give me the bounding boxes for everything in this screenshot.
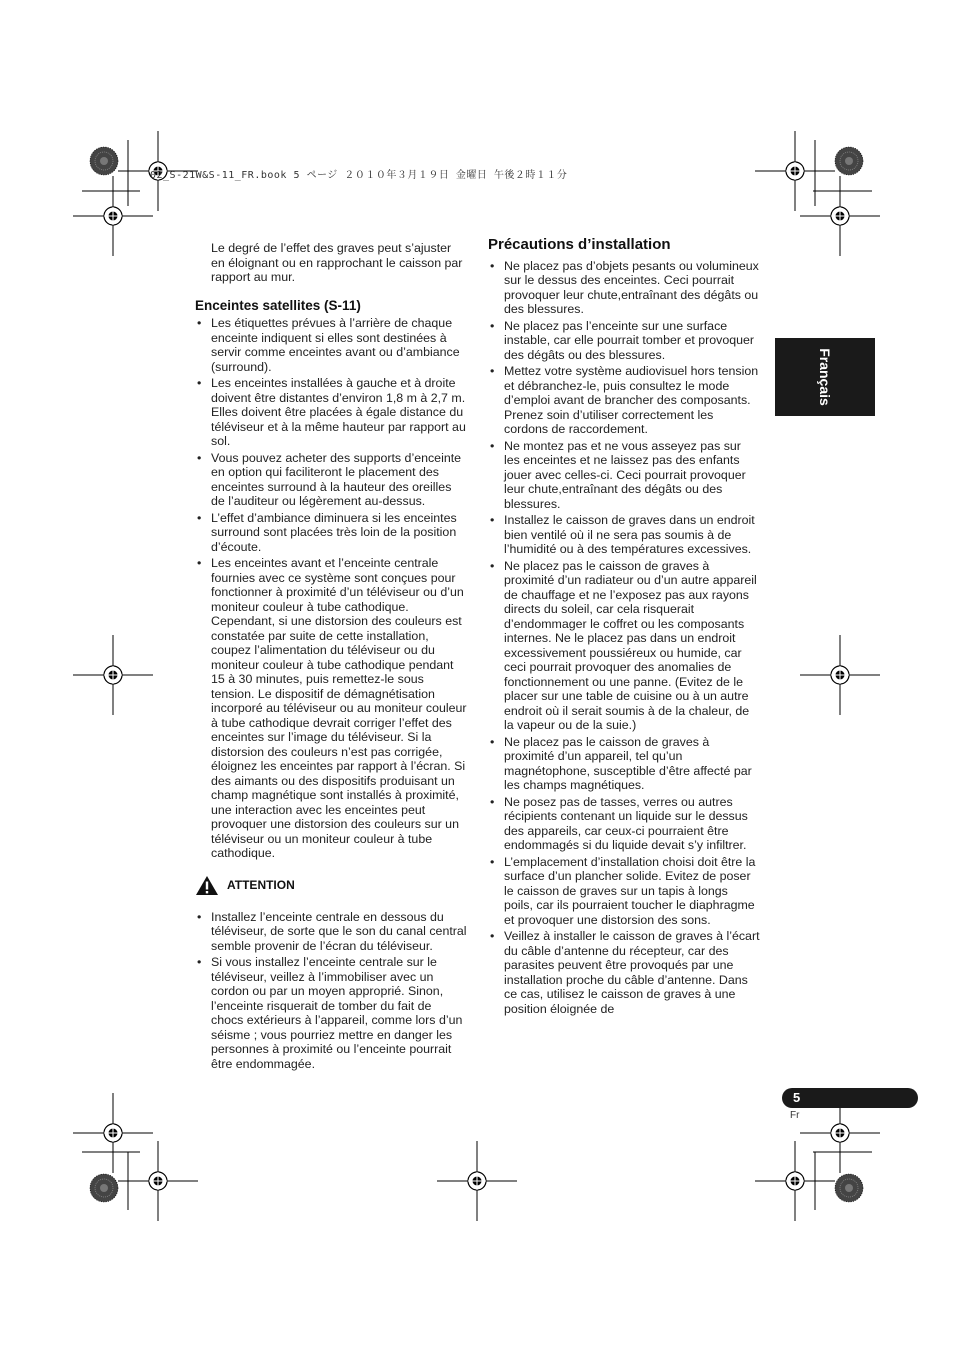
list-item: • Les enceintes installées à gauche et à droite doivent être distantes d’environ 1,8 m à 2,7 m. Elles doivent être placées à égale distance du téléviseur et à la même hauteur par rapport au sol.: [195, 376, 467, 449]
satellites-heading: Enceintes satellites (S-11): [195, 297, 361, 313]
list-item: • Ne posez pas de tasses, verres ou autres récipients contenant un liquide sur le dessus des appareils, car ceux-ci pourraient être endommagés si du liquide devait s’y infiltrer.: [488, 795, 760, 853]
list-item: • Ne montez pas et ne vous asseyez pas sur les enceintes et ne laissez pas des enfants jouer avec celles-ci. Ceci pourrait provoquer leur chute,entraînant des dégâts ou des blessures.: [488, 439, 760, 512]
list-item: • Installez l’enceinte centrale en dessous du téléviseur, de sorte que le son du canal central semble provenir de l’écran du téléviseur.: [195, 910, 467, 954]
list-item: • Ne placez pas d’objets pesants ou volumineux sur le dessus des enceintes. Ceci pourrait provoquer leur chute,entraînant des dégâts ou des blessures.: [488, 259, 760, 317]
attention-list: [195, 910, 467, 1072]
list-item: • Veillez à installer le caisson de graves à l’écart du câble d’antenne du récepteur, car des parasites peuvent être provoqués par une installation proche du câble d’antenne. Dans ce cas, utilisez le caisson de graves à une position éloignée de: [488, 929, 760, 1016]
warning-triangle-icon: [195, 875, 219, 896]
list-item: • Vous pouvez acheter des supports d’enceinte en option qui faciliteront le placement des enceintes surround à la hauteur des oreilles de l’auditeur ou légèrement au-dessus.: [195, 451, 467, 509]
list-item: • L’emplacement d’installation choisi doit être la surface d’un plancher solide. Evitez de poser le caisson de graves sur un tapis à longs poils, car ils pourraient toucher le diaphragme et provoquer une distorsion des sons.: [488, 855, 760, 928]
attention-label: ATTENTION: [227, 877, 295, 892]
attention-block: [195, 875, 467, 896]
left-column: [195, 241, 467, 1073]
satellites-list: [195, 316, 467, 861]
page-language-code: Fr: [790, 1110, 800, 1121]
precautions-list: [488, 259, 760, 1017]
file-header-line: 02_S-21W&S-11_FR.book 5 ページ ２０１０年３月１９日 金曜日 午後２時１１分: [150, 170, 568, 181]
right-column: [488, 238, 760, 1018]
language-side-tab: [775, 338, 875, 416]
list-item: • Ne placez pas le caisson de graves à proximité d’un radiateur ou d’un autre appareil de chauffage et ne l’exposez pas aux rayons directs du soleil, car cela risquerait d’endommager le coffret ou les composants internes. Ne le placez pas dans un endroit excessivement poussiéreux ou humide, car ceci pourrait provoquer des anomalies de fonctionnement ou une panne. (Evitez de le placer sur une table de cuisine ou à un autre endroit où il serait soumis à de la chaleur, de la vapeur ou de la suie.): [488, 559, 760, 733]
list-item: • Installez le caisson de graves dans un endroit bien ventilé où il ne sera pas soumis à de l’humidité ou à des températures excessives.: [488, 513, 760, 557]
list-item: • Mettez votre système audiovisuel hors tension et débranchez-le, puis consultez le mode d’emploi avant de brancher des composants. Prenez soin d’utiliser correctement les cordons de raccordement.: [488, 364, 760, 437]
list-item: • L’effet d’ambiance diminuera si les enceintes surround sont placées très loin de la position d’écoute.: [195, 511, 467, 555]
list-item: • Ne placez pas l’enceinte sur une surface instable, car elle pourrait tomber et provoquer des dégâts ou des blessures.: [488, 319, 760, 363]
page-number-badge: [782, 1088, 918, 1108]
list-item: • Les enceintes avant et l’enceinte centrale fournies avec ce système sont conçues pour fonctionner à proximité d’un téléviseur ou d’un moniteur couleur à tube cathodique. Cependant, si une distorsion des couleurs est constatée par suite de cette installation, coupez l’alimentation du téléviseur ou du moniteur couleur à tube cathodique pendant 15 à 30 minutes, puis remettez-le sous tension. Le dispositif de démagnétisation incorporé au téléviseur ou au moniteur couleur à tube cathodique devrait corriger l’effet des enceintes sur l’image du téléviseur. Si la distorsion des couleurs n’est pas corrigée, éloignez les enceintes par rapport à l’écran. Si des aimants ou des dispositifs produisant un champ magnétique sont installés à proximité, une interaction avec les enceintes peut provoquer une distorsion des couleurs sur un téléviseur ou un moniteur couleur à tube cathodique.: [195, 556, 467, 861]
page-number: 5: [793, 1090, 801, 1105]
list-item: • Les étiquettes prévues à l’arrière de chaque enceinte indiquent si elles sont destinées à servir comme enceintes avant ou d’ambiance (surround).: [195, 316, 467, 374]
list-item: • Si vous installez l’enceinte centrale sur le téléviseur, veillez à l’immobiliser avec un cordon ou par un moyen approprié. Sinon, l’enceinte risquerait de tomber du fait de chocs extérieurs à l’appareil, comme lors d’un séisme ; vous pourriez mettre en danger les personnes à proximité ou l’enceinte pourrait être endommagée.: [195, 955, 467, 1071]
installation-heading: Précautions d’installation: [488, 236, 671, 253]
intro-paragraph: Le degré de l’effet des graves peut s’ajuster en éloignant ou en rapprochant le caisson par rapport au mur.: [211, 241, 463, 284]
language-tab-label: Français: [817, 348, 833, 406]
list-item: • Ne placez pas le caisson de graves à proximité d’un appareil, tel qu’un magnétophone, susceptible d’être affecté par les champs magnétiques.: [488, 735, 760, 793]
